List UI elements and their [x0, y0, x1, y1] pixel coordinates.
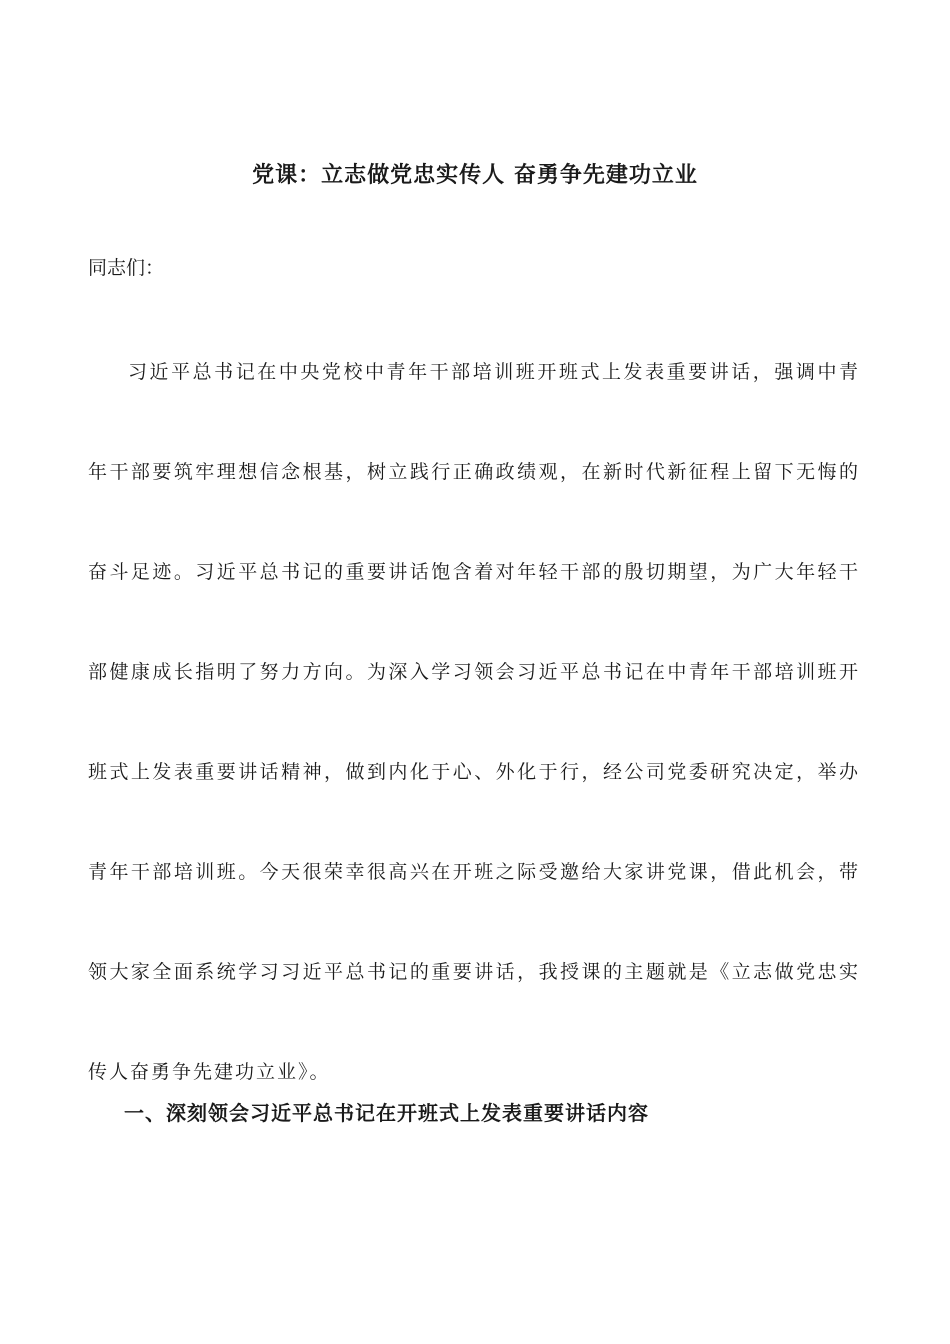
body-paragraph: 习近平总书记在中央党校中青年干部培训班开班式上发表重要讲话，强调中青年干部要筑牢理想信念根基，树立践行正确政绩观，在新时代新征程上留下无悔的奋斗足迹。习近平总书记的重要讲话饱含着对年轻干部的殷切期望，为广大年轻干部健康成长指明了努力方向。为深入学习领会习近平总书记在中青年干部培训班开班式上发表重要讲话精神，做到内化于心、外化于行，经公司党委研究决定，举办青年干部培训班。今天很荣幸很高兴在开班之际受邀给大家讲党课，借此机会，带领大家全面系统学习习近平总书记的重要讲话，我授课的主题就是《立志做党忠实传人奋勇争先建功立业》。	[88, 361, 860, 1083]
section-heading: 一、深刻领会习近平总书记在开班式上发表重要讲话内容	[124, 1101, 649, 1125]
salutation: 同志们：	[88, 257, 165, 279]
document-title: 党课：立志做党忠实传人 奋勇争先建功立业	[252, 163, 698, 188]
